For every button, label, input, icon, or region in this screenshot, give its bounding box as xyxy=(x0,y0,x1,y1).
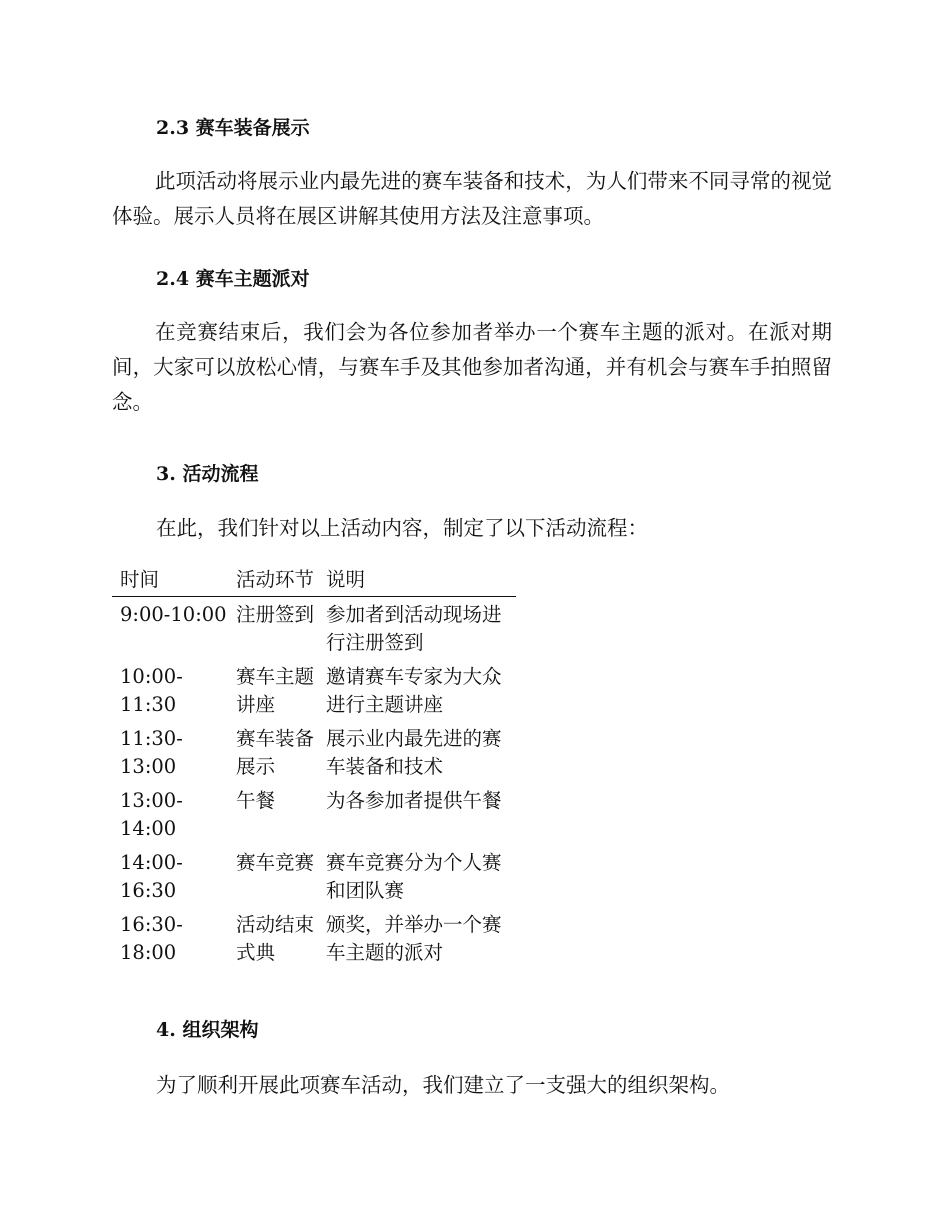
section-paragraph-2-3: 此项活动将展示业内最先进的赛车装备和技术，为人们带来不同寻常的视觉体验。展示人员将在展区讲解其使用方法及注意事项。 xyxy=(112,169,832,228)
table-row xyxy=(112,597,516,664)
cell-description: 赛车竞赛分为个人赛和团队赛 xyxy=(326,851,502,902)
section-paragraph-2-4: 在竞赛结束后，我们会为各位参加者举办一个赛车主题的派对。在派对期间，大家可以放松心情，与赛车手及其他参加者沟通，并有机会与赛车手拍照留念。 xyxy=(112,320,832,414)
cell-description: 展示业内最先进的赛车装备和技术 xyxy=(326,727,502,778)
header-description: 说明 xyxy=(318,566,516,597)
section-paragraph-3: 在此，我们针对以上活动内容，制定了以下活动流程： xyxy=(156,516,648,540)
cell-description: 为各参加者提供午餐 xyxy=(326,789,502,812)
cell-time: 10:00-11:30 xyxy=(120,665,183,716)
cell-time: 14:00-16:30 xyxy=(120,851,183,902)
table-row xyxy=(112,725,516,787)
cell-activity: 赛车竞赛 xyxy=(236,851,315,874)
schedule-table xyxy=(112,566,516,973)
section-paragraph-4: 为了顺利开展此项赛车活动，我们建立了一支强大的组织架构。 xyxy=(156,1073,730,1097)
table-row xyxy=(112,849,516,911)
section-heading-2-3: 2.3 赛车装备展示 xyxy=(156,117,310,139)
header-time: 时间 xyxy=(112,566,228,597)
section-heading-4: 4. 组织架构 xyxy=(156,1019,259,1041)
cell-description: 邀请赛车专家为大众进行主题讲座 xyxy=(326,665,502,716)
cell-time: 13:00-14:00 xyxy=(120,789,183,840)
cell-activity: 午餐 xyxy=(236,789,276,812)
cell-activity: 赛车主题讲座 xyxy=(236,665,315,716)
cell-description: 颁奖，并举办一个赛车主题的派对 xyxy=(326,913,502,964)
header-activity: 活动环节 xyxy=(228,566,318,597)
cell-time: 11:30-13:00 xyxy=(120,727,183,778)
cell-time: 16:30-18:00 xyxy=(120,913,183,964)
table-row xyxy=(112,787,516,849)
cell-activity: 活动结束式典 xyxy=(236,913,315,964)
section-heading-2-4: 2.4 赛车主题派对 xyxy=(156,268,310,290)
cell-time: 9:00-10:00 xyxy=(120,603,227,626)
cell-activity: 注册签到 xyxy=(236,603,315,626)
cell-description: 参加者到活动现场进行注册签到 xyxy=(326,603,502,654)
table-header-row xyxy=(112,566,516,597)
cell-activity: 赛车装备展示 xyxy=(236,727,315,778)
section-heading-3: 3. 活动流程 xyxy=(156,463,259,485)
table-row xyxy=(112,911,516,973)
table-row xyxy=(112,663,516,725)
